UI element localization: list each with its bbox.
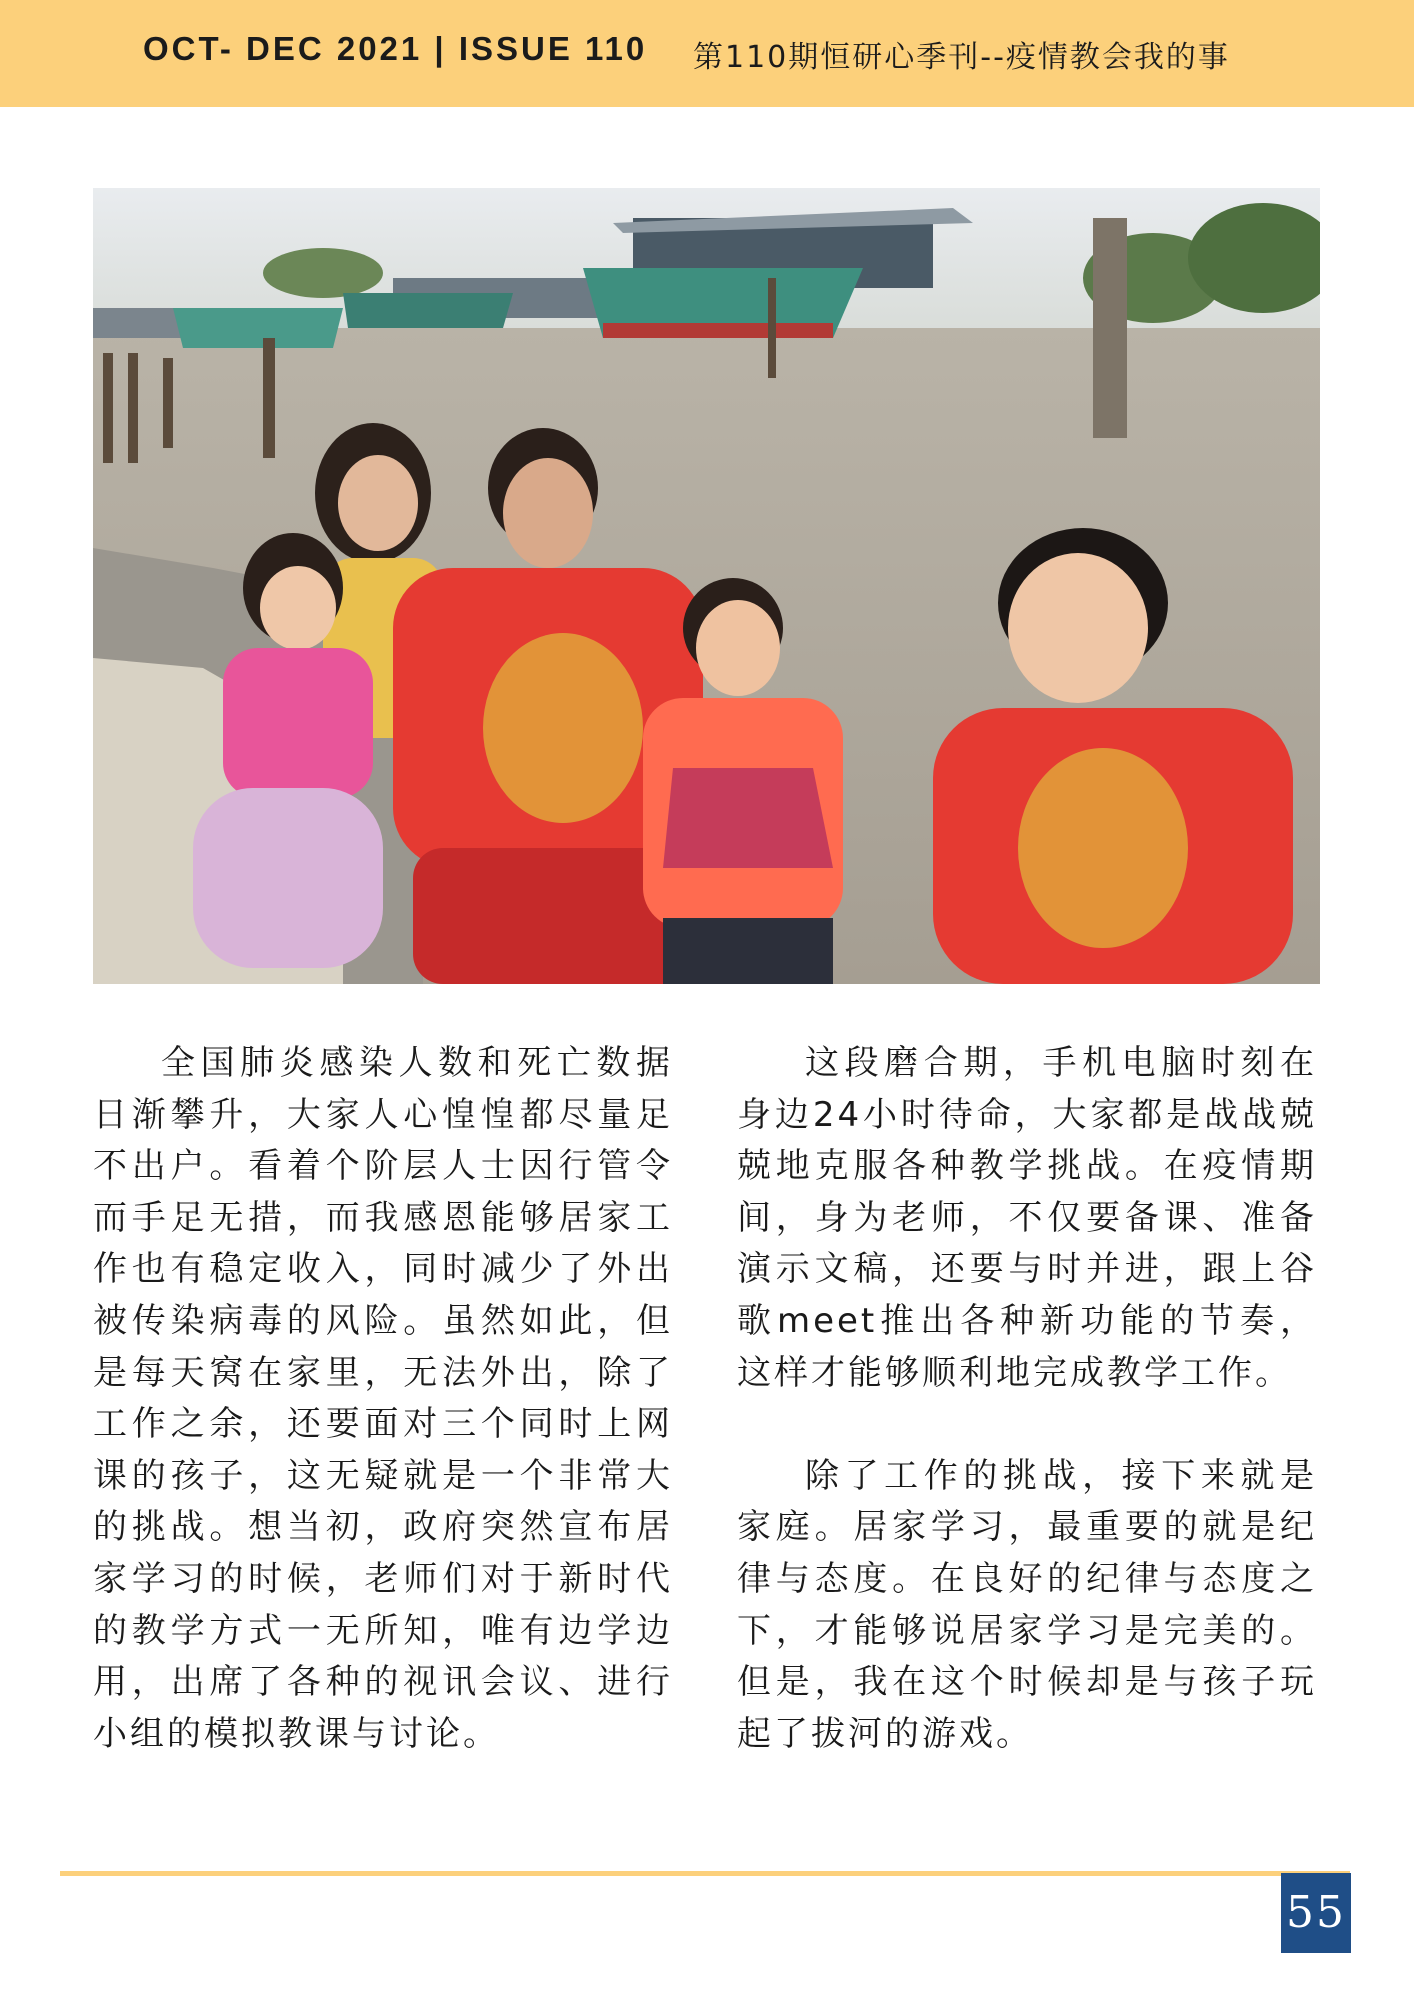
page-number: 55 bbox=[1281, 1873, 1351, 1953]
issue-label: OCT- DEC 2021 | ISSUE 110 bbox=[143, 30, 648, 67]
footer-divider bbox=[60, 1871, 1350, 1876]
article-paragraph: 除了工作的挑战，接下来就是家庭。居家学习，最重要的就是纪律与态度。在良好的纪律与态度之下，才能够说居家学习是完美的。但是，我在这个时候却是与孩子玩起了拔河的游戏。 bbox=[737, 1455, 1317, 1754]
family-photo bbox=[93, 188, 1320, 984]
article-paragraph: 全国肺炎感染人数和死亡数据日渐攀升，大家人心惶惶都尽量足不出户。看着个阶层人士因行管令而手足无措，而我感恩能够居家工作也有稳定收入，同时减少了外出被传染病毒的风险。虽然如此，但是每天窝在家里，无法外出，除了工作之余，还要面对三个同时上网课的孩子，这无疑就是一个非常大的挑战。想当初，政府突然宣布居家学习的时候，老师们对于新时代的教学方式一无所知，唯有边学边用，出席了各种的视讯会议、进行小组的模拟教课与讨论。 bbox=[93, 1043, 673, 1754]
article-right-column bbox=[737, 1038, 1317, 1760]
article-paragraph: 这段磨合期，手机电脑时刻在身边24小时待命，大家都是战战兢兢地克服各种教学挑战。在疫情期间，身为老师，不仅要备课、准备演示文稿，还要与时并进，跟上谷歌meet推出各种新功能的节奏，这样才能够顺利地完成教学工作。 bbox=[737, 1043, 1317, 1393]
article-left-column bbox=[93, 1038, 673, 1760]
header-band bbox=[0, 0, 1414, 107]
magazine-title: 第110期恒研心季刊--疫情教会我的事 bbox=[693, 40, 1230, 75]
